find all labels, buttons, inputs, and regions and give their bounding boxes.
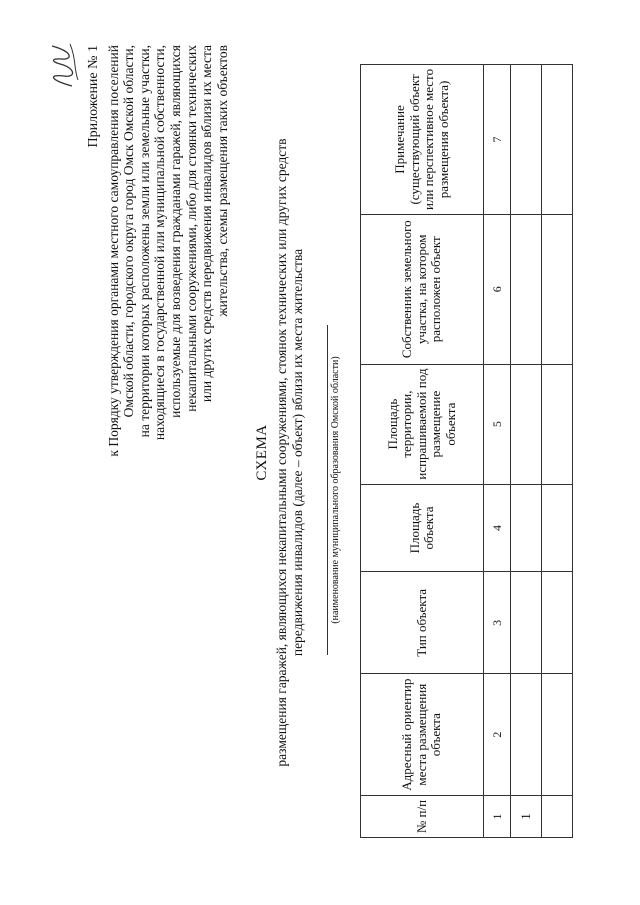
table-cell (542, 796, 573, 838)
column-number: 2 (484, 674, 511, 796)
header-cell-territory: Площадь территории, испрашиваемой под размещение объекта (361, 364, 484, 484)
municipality-underline (327, 325, 328, 655)
scheme-block (254, 50, 305, 855)
table-cell: 1 (511, 796, 542, 838)
column-number: 3 (484, 572, 511, 674)
table-cell (542, 484, 573, 572)
header-cell-address: Адресный ориентир места размещения объекта (361, 674, 484, 796)
municipality-caption: (наименование муниципального образования Омской области) (330, 356, 341, 624)
table-cell (511, 484, 542, 572)
scheme-heading: СХЕМА (254, 424, 270, 481)
appendix-line: некапитальными сооружениями, либо для стоянки технических (183, 45, 199, 412)
table-header-row (361, 65, 484, 838)
appendix-line: жительства, схемы размещения таких объектов (214, 45, 230, 317)
header-cell-owner: Собственник земельного участка, на котором расположен объект (361, 214, 484, 364)
column-number: 6 (484, 214, 511, 364)
table-row (511, 65, 542, 838)
appendix-title: Приложение № 1 (86, 45, 101, 148)
appendix-line: или других средств передвижения инвалидов вблизи их места (199, 45, 215, 403)
table-cell (542, 364, 573, 484)
table-cell (511, 364, 542, 484)
handwritten-signature (40, 40, 85, 90)
appendix-line: Омской области, городского округа город Омск Омской области, (121, 45, 137, 418)
table-cell (542, 674, 573, 796)
table-cell (542, 214, 573, 364)
appendix-line: используемые для возведения гражданами гаражей, являющихся (167, 45, 183, 418)
appendix-line: к Порядку утверждения органами местного самоуправления поселений (105, 45, 121, 457)
header-cell-area: Площадь объекта (361, 484, 484, 572)
table-cell (511, 65, 542, 215)
column-number: 1 (484, 796, 511, 838)
column-number: 5 (484, 364, 511, 484)
scheme-table (360, 64, 573, 838)
table-cell (542, 65, 573, 215)
table-number-row (484, 65, 511, 838)
scheme-subtitle-line: размещения гаражей, являющихся некапитальными сооружениями, стоянок технических или других средств (274, 138, 289, 767)
header-cell-number: № п/п (361, 796, 484, 838)
table-cell (542, 572, 573, 674)
table-cell (511, 214, 542, 364)
table-row (542, 65, 573, 838)
scheme-subtitle-line: передвижения инвалидов (далее – объект) вблизи их места жительства (289, 248, 305, 657)
column-number: 7 (484, 65, 511, 215)
column-number: 4 (484, 484, 511, 572)
header-cell-note: Примечание (существующий объект или перспективное место размещения объекта) (361, 65, 484, 215)
table-cell (511, 674, 542, 796)
appendix-line: находящиеся в государственной или муниципальной собственности, (152, 45, 168, 441)
appendix-line: на территории которых расположены земли или земельные участки, (136, 45, 152, 438)
appendix-block (86, 45, 230, 545)
header-cell-type: Тип объекта (361, 572, 484, 674)
table-cell (511, 572, 542, 674)
